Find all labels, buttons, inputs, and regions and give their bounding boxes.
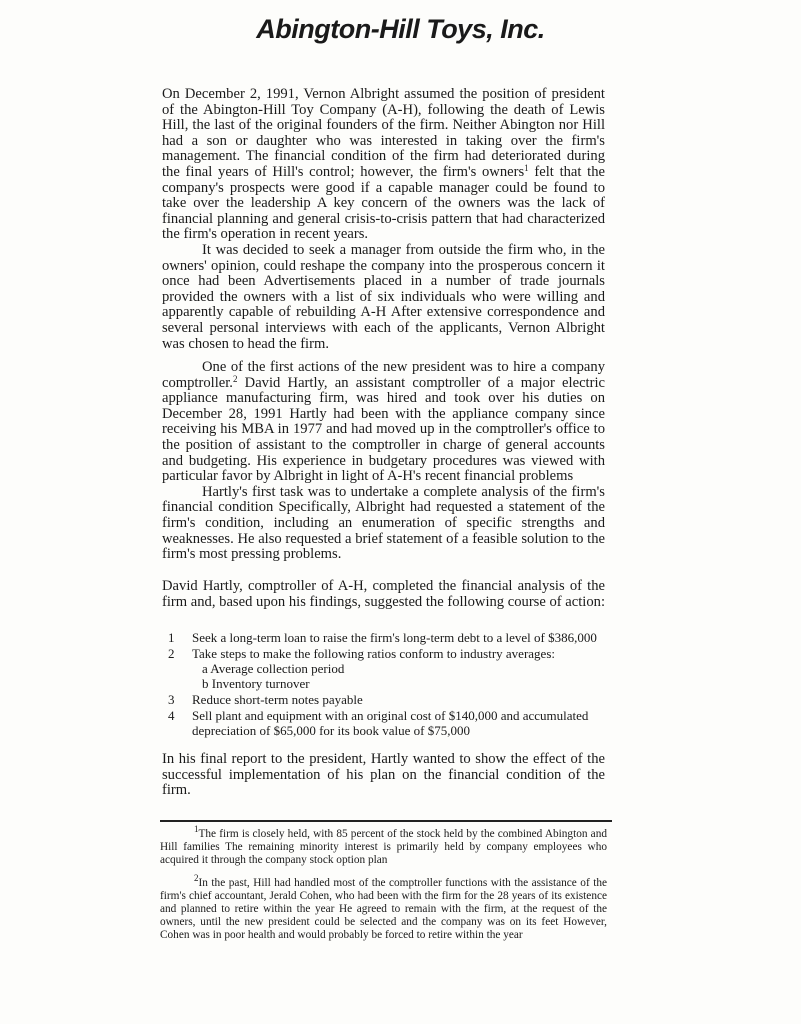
paragraph-3: One of the first actions of the new president was to hire a company comptroller.$^2$ David Hartly, an assistant comptroller of a major electric appliance manufacturing firm, was hired and took over his duties on December 28, 1991 Hartly had been with the appliance company since receiving his MBA in 1977 and had moved up in the comptroller's office to the position of assistant to the comptroller in charge of general accounts and budgeting. His experience in budgetary procedures was viewed with particular favor by Albright in light of A-H's recent financial problems bbox=[162, 359, 605, 485]
list-item: 2 Take steps to make the following ratios conform to industry averages: a Average collection period b Inventory turnover bbox=[168, 646, 608, 691]
list-item: 1 Seek a long-term loan to raise the firm's long-term debt to a level of $386,000 bbox=[168, 630, 597, 645]
document-title: Abington-Hill Toys, Inc. bbox=[256, 14, 545, 44]
footnote-ref-1: 1 bbox=[524, 162, 529, 173]
list-item: 3 Reduce short-term notes payable bbox=[168, 692, 363, 707]
paragraph-2: It was decided to seek a manager from outside the firm who, in the owners' opinion, could reshape the company into the prosperous concern it once had been Advertisements placed in a number of trade journals provided the owners with a list of six individuals who were willing and apparently capable of rebuilding A-H After extensive correspondence and several personal interviews with each of the applicants, Vernon Albright was chosen to head the firm. bbox=[162, 241, 605, 352]
item-number: 1 bbox=[168, 630, 175, 645]
list-item: 4 Sell plant and equipment with an original cost of $140,000 and accumulated depreciation of $65,000 for its book value of $75,000 bbox=[168, 708, 589, 738]
intro-paragraph: David Hartly, comptroller of A-H, completed the financial analysis of the firm and, based upon his findings, suggested the following course of action: bbox=[162, 578, 606, 610]
footnote-divider bbox=[160, 820, 612, 822]
footnote-1: $^1$The firm is closely held, with 85 percent of the stock held by the combined Abington and Hill families The remaining minority interest is primarily held by company employees who acquired it through the company stock option plan bbox=[160, 824, 607, 866]
closing-paragraph: In his final report to the president, Hartly wanted to show the effect of the successful implementation of his plan on the financial condition of the firm. bbox=[162, 751, 605, 799]
item-number: 3 bbox=[168, 692, 175, 707]
footnotes bbox=[160, 824, 607, 952]
sub-item: b Inventory turnover bbox=[202, 676, 310, 691]
action-list bbox=[168, 630, 608, 739]
footnote-2: $^2$In the past, Hill had handled most of the comptroller functions with the assistance of the firm's chief accountant, Jerald Cohen, who had been with the firm for the 28 years of its existence and planned to retire within the year He agreed to remain with the firm, at the request of the owners, until the new president could be selected and the company was on its feet However, Cohen was in poor health and would probably be forced to retire within the year bbox=[160, 873, 607, 941]
paragraph-4: Hartly's first task was to undertake a complete analysis of the firm's financial condition Specifically, Albright had requested a statement of the firm's condition, including an enumeration of specific strengths and weaknesses. He also requested a brief statement of a feasible solution to the firm's most pressing problems. bbox=[162, 483, 605, 563]
item-number: 2 bbox=[168, 646, 175, 661]
item-number: 4 bbox=[168, 708, 175, 723]
sub-item: a Average collection period bbox=[202, 661, 345, 676]
body-text bbox=[162, 87, 605, 563]
paragraph-1: On December 2, 1991, Vernon Albright assumed the position of president of the Abington-Hill Toy Company (A-H), following the death of Lewis Hill, the last of the original founders of the firm. Neither Abington nor Hill had a son or daughter who was interested in taking over the firm's management. The financial condition of the firm had deteriorated during the final years of Hill's control; however, the firm's owners$^1$ felt that the company's prospects were good if a capable manager could be found to take over the leadership A key concern of the owners was the lack of financial planning and general crisis-to-crisis pattern that had characterized the firm's operation in recent years. bbox=[162, 86, 606, 243]
footnote-ref-2: 2 bbox=[232, 373, 238, 384]
